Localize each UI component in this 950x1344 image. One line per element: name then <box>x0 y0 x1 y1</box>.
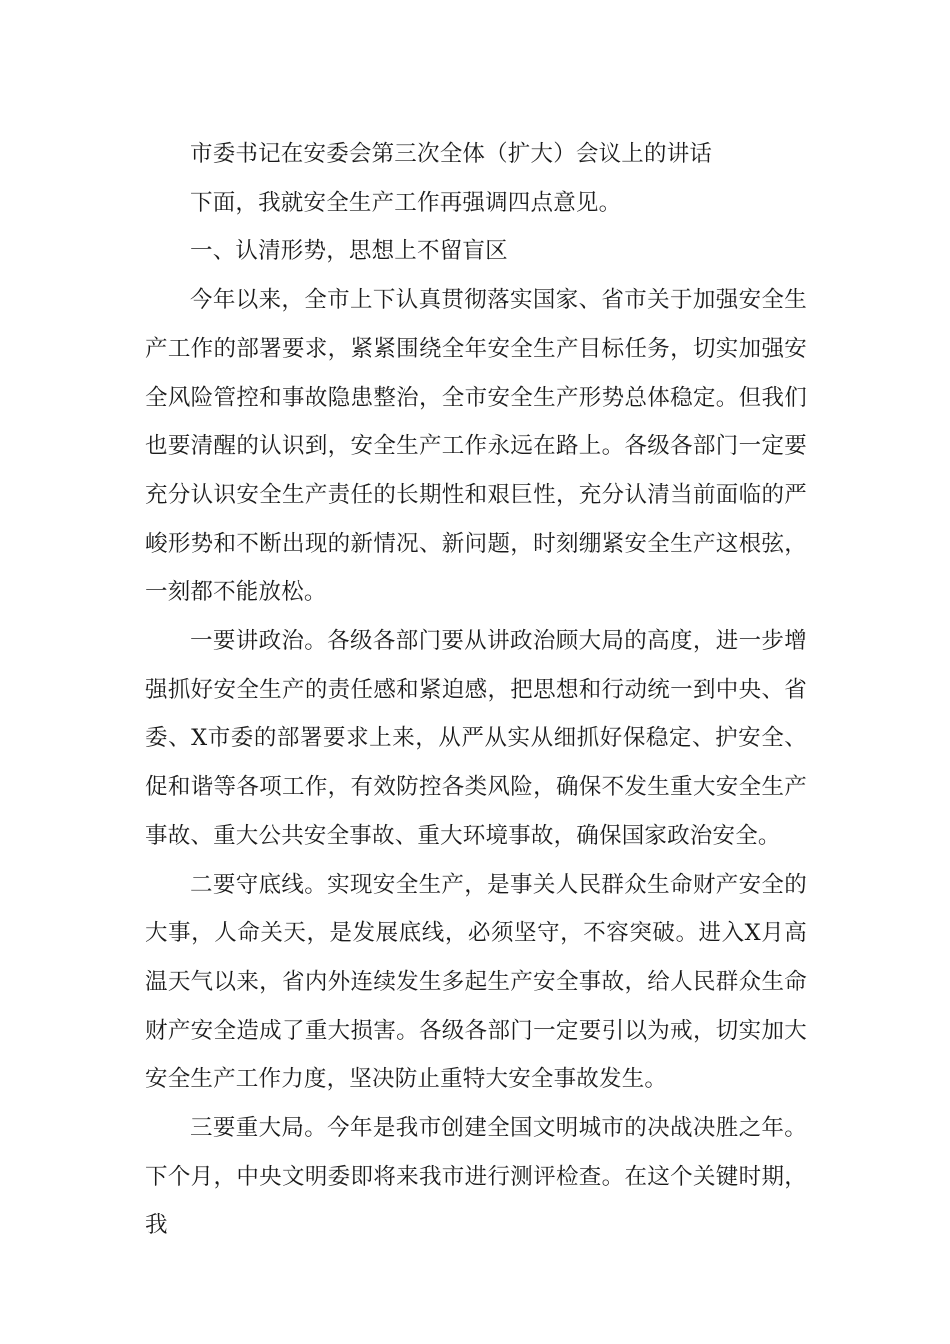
section-heading: 一、认清形势，思想上不留盲区 <box>190 238 508 265</box>
body-paragraph-situation: 今年以来，全市上下认真贯彻落实国家、省市关于加强安全生产工作的部署要求，紧紧围绕全年安全生产目标任务，切实加强安全风险管控和事故隐患整治，全市安全生产形势总体稳定。但我们也要清醒的认识到，安全生产工作永远在路上。各级各部门一定要充分认识安全生产责任的长期性和艰巨性，充分认清当前面临的严峻形势和不断出现的新情况、新问题，时刻绷紧安全生产这根弦，一刻都不能放松。 <box>145 287 807 606</box>
body-paragraph-big-picture: 三要重大局。今年是我市创建全国文明城市的决战决胜之年。下个月，中央文明委即将来我市进行测评检查。在这个关键时期，我 <box>145 1115 807 1239</box>
document-title: 市委书记在安委会第三次全体（扩大）会议上的讲话 <box>190 141 713 167</box>
document-body <box>145 130 807 1250</box>
body-paragraph-politics: 一要讲政治。各级各部门要从讲政治顾大局的高度，进一步增强抓好安全生产的责任感和紧迫感，把思想和行动统一到中央、省委、X市委的部署要求上来，从严从实从细抓好保稳定、护安全、促和谐等各项工作，有效防控各类风险，确保不发生重大安全生产事故、重大公共安全事故、重大环境事故，确保国家政治安全。 <box>145 628 807 849</box>
body-paragraph-bottom-line: 二要守底线。实现安全生产，是事关人民群众生命财产安全的大事，人命关天，是发展底线，必须坚守，不容突破。进入X月高温天气以来，省内外连续发生多起生产安全事故，给人民群众生命财产安全造成了重大损害。各级各部门一定要引以为戒，切实加大安全生产工作力度，坚决防止重特大安全事故发生。 <box>145 871 807 1093</box>
intro-paragraph: 下面，我就安全生产工作再强调四点意见。 <box>190 189 622 216</box>
